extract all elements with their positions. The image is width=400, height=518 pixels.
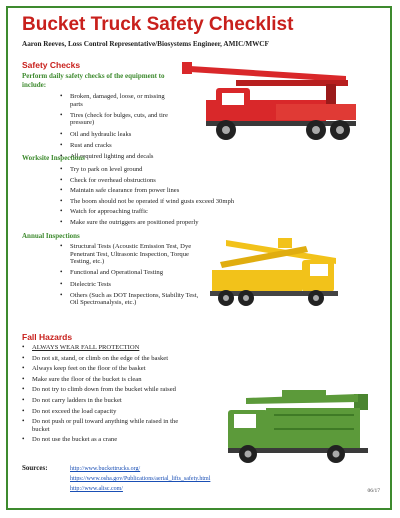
- source-link[interactable]: https://www.osha.gov/Publications/aerial_lifts_safety.html: [70, 476, 211, 482]
- list-item: • Always keep feet on the floor of the basket: [22, 365, 190, 373]
- fall-protection-text: ALWAYS WEAR FALL PROTECTION: [32, 344, 140, 351]
- publication-date: 06/17: [367, 488, 380, 494]
- source-link[interactable]: http://www.alisc.com/: [70, 486, 123, 492]
- safety-checks-heading: Safety Checks: [22, 60, 81, 70]
- red-bucket-truck-illustration: [176, 58, 380, 148]
- list-item: • All required lighting and decals: [60, 153, 170, 161]
- list-item: • Do not use the bucket as a crane: [22, 436, 190, 444]
- list-item: • Make sure the outriggers are positioned properly: [60, 219, 300, 227]
- list-item: • Functional and Operational Testing: [60, 269, 200, 277]
- page-title: Bucket Truck Safety Checklist: [22, 14, 294, 35]
- yellow-bucket-truck-illustration: [206, 236, 346, 310]
- list-item: • Try to park on level ground: [60, 166, 300, 174]
- list-item: • Maintain safe clearance from power lines: [60, 187, 300, 195]
- list-item: • Check for overhead obstructions: [60, 177, 300, 185]
- fall-hazards-list: [22, 344, 190, 447]
- list-item: • Do not exceed the load capacity: [22, 408, 190, 416]
- green-bucket-truck-illustration: [226, 384, 376, 464]
- list-item: • Do not push or pull toward anything while raised in the bucket: [22, 418, 190, 433]
- list-item: • Do not carry ladders in the bucket: [22, 397, 190, 405]
- worksite-list: [60, 166, 300, 230]
- sources-label: Sources:: [22, 464, 48, 472]
- source-link[interactable]: http://www.buckettrucks.org/: [70, 466, 141, 472]
- list-item: • Do not sit, stand, or climb on the edge of the basket: [22, 355, 190, 363]
- list-item: • Tires (check for bulges, cuts, and tire pressure): [60, 112, 170, 127]
- sources-links: [70, 464, 210, 494]
- list-item: • Structural Tests (Acoustic Emission Test, Dye Penetrant Test, Ultrasonic Inspection, Torque Testing, etc.): [60, 243, 200, 266]
- list-item: • Others (Such as DOT Inspections, Stability Test, Oil Spectroanalysis, etc.): [60, 292, 200, 307]
- author-line: Aaron Reeves, Loss Control Representative/Biosystems Engineer, AMIC/MWCF: [22, 40, 269, 48]
- list-item: [22, 344, 190, 352]
- annual-list: [60, 243, 200, 311]
- safety-checks-subheading: Perform daily safety checks of the equipment to include:: [22, 72, 165, 89]
- worksite-heading: Worksite Inspections: [22, 154, 85, 162]
- annual-heading: Annual Inspections: [22, 232, 80, 240]
- list-item: • Watch for approaching traffic: [60, 208, 300, 216]
- list-item: • Do not try to climb down from the bucket while raised: [22, 386, 190, 394]
- list-item: • Dielectric Tests: [60, 281, 200, 289]
- list-item: • Oil and hydraulic leaks: [60, 131, 170, 139]
- list-item: • The boom should not be operated if wind gusts exceed 30mph: [60, 198, 300, 206]
- list-item: • Broken, damaged, loose, or missing parts: [60, 93, 170, 108]
- list-item: • Make sure the floor of the bucket is clean: [22, 376, 190, 384]
- list-item: • Rust and cracks: [60, 142, 170, 150]
- fall-hazards-heading: Fall Hazards: [22, 332, 73, 342]
